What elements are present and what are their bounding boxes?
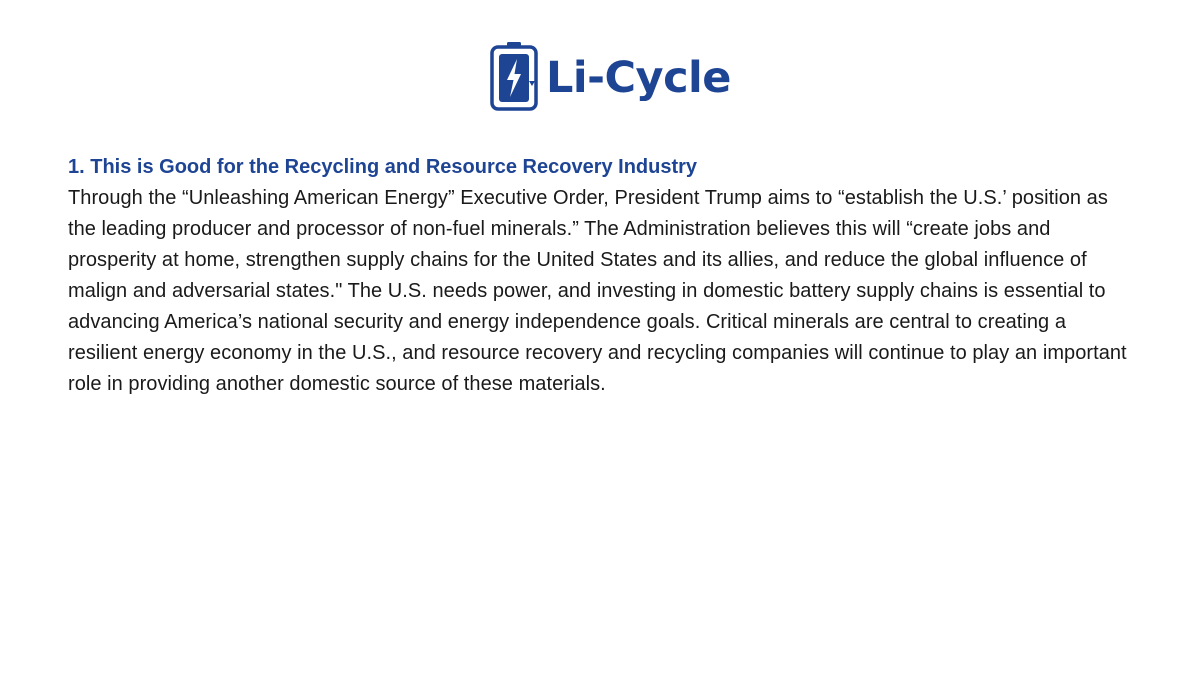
- brand-logo: [490, 40, 731, 112]
- article-section: [68, 152, 1138, 400]
- battery-bolt-icon: [490, 41, 538, 111]
- section-heading: 1. This is Good for the Recycling and Resource Recovery Industry: [68, 156, 698, 178]
- section-body: Through the “Unleashing American Energy” Executive Order, President Trump aims to “establish the U.S.’ position as the leading producer and processor of non-fuel minerals.” The Administration believes this will “create jobs and prosperity at home, strengthen supply chains for the United States and its allies, and reduce the global influence of malign and adversarial states." The U.S. needs power, and investing in domestic battery supply chains is essential to advancing America’s national security and energy independence goals. Critical minerals are central to creating a resilient energy economy in the U.S., and resource recovery and recycling companies will continue to play an important role in providing another domestic source of these materials.: [68, 187, 1127, 395]
- brand-name: Li-Cycle: [546, 52, 731, 103]
